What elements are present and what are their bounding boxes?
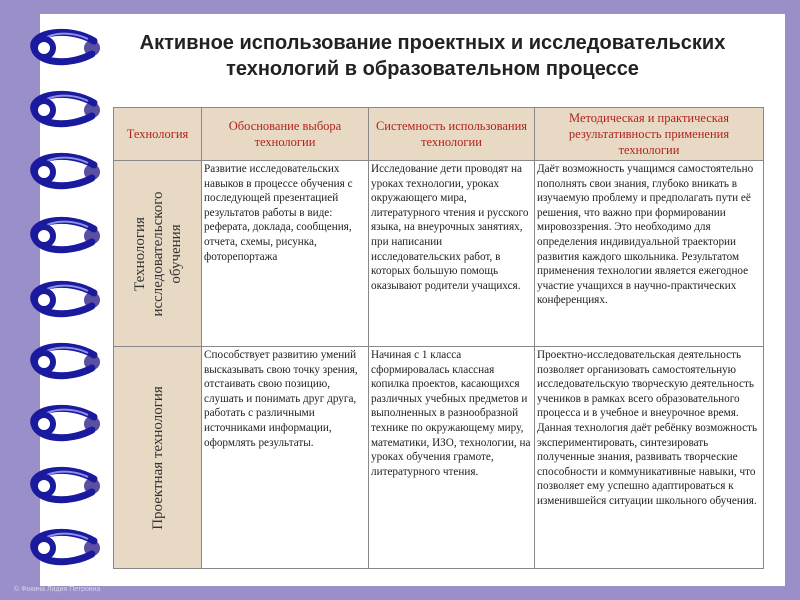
table-row — [114, 347, 764, 569]
justification-cell: Способствует развитию умений высказывать свою точку зрения, отстаивать свою позицию, слушать и понимать друг друга, работать с различными источниками информации, оформлять результаты. — [202, 347, 369, 569]
ring-8 — [34, 470, 100, 499]
table-header-row — [114, 108, 764, 161]
row-technology-cell — [114, 161, 202, 347]
justification-cell: Развитие исследовательских навыков в процессе обучения с последующей презентацией результатов работы в виде: реферата, доклада, сообщения, отчета, схемы, рисунка, фоторепортажа — [202, 161, 369, 347]
row-technology-label: Технология исследовательского обучения — [131, 190, 184, 317]
ring-9 — [34, 532, 100, 561]
row-technology-cell — [114, 347, 202, 569]
ring-5 — [34, 284, 100, 313]
notebook-rings — [0, 0, 110, 600]
system-cell: Исследование дети проводят на уроках технологии, уроках окружающего мира, литературного чтения и русского языка, на внеурочных занятиях, при написании исследовательских работ, в которых большую помощь оказывают родители учащихся. — [369, 161, 535, 347]
system-cell: Начиная с 1 класса сформировалась классная копилка проектов, касающихся различных учебных предметов и выполненных в разнообразной технике по окружающему миру, математики, ИЗО, технологии, на уроках обучения грамоте, литературного чтения. — [369, 347, 535, 569]
row-technology-label: Проектная технология — [149, 385, 166, 530]
technology-table — [113, 107, 764, 569]
ring-6 — [34, 346, 100, 375]
header-technology: Технология — [114, 108, 202, 161]
ring-1 — [34, 32, 100, 61]
header-result: Методическая и практическая результативность применения технологии — [535, 108, 764, 161]
table-row — [114, 161, 764, 347]
ring-4 — [34, 220, 100, 249]
result-cell: Даёт возможность учащимся самостоятельно пополнять свои знания, глубоко вникать в изучаемую проблему и предполагать пути её решения, что важно при формировании мировоззрения. Это необходимо для определения индивидуальной траектории развития каждого школьника. Результатом применения технологии является ежегодное участие учащихся в научно-практических конференциях. — [535, 161, 764, 347]
ring-3 — [34, 156, 100, 185]
ring-2 — [34, 94, 100, 123]
header-system: Системность использования технологии — [369, 108, 535, 161]
copyright-footer: © Фокина Лидия Петровна — [14, 586, 101, 593]
slide-title: Активное использование проектных и исследовательских технологий в образовательном процессе — [139, 32, 726, 80]
header-justification: Обоснование выбора технологии — [202, 108, 369, 161]
ring-7 — [34, 408, 100, 437]
result-cell: Проектно-исследовательская деятельность позволяет организовать самостоятельную исследовательскую творческую деятельность учеников в рамках всего образовательного процесса и в учебное и внеурочное время. Данная технология даёт ребёнку возможность экспериментировать, синтезировать полученные знания, развивать творческие способности и коммуникативные навыки, что позволяет ему успешно адаптироваться к изменившейся ситуации школьного обучения. — [535, 347, 764, 569]
